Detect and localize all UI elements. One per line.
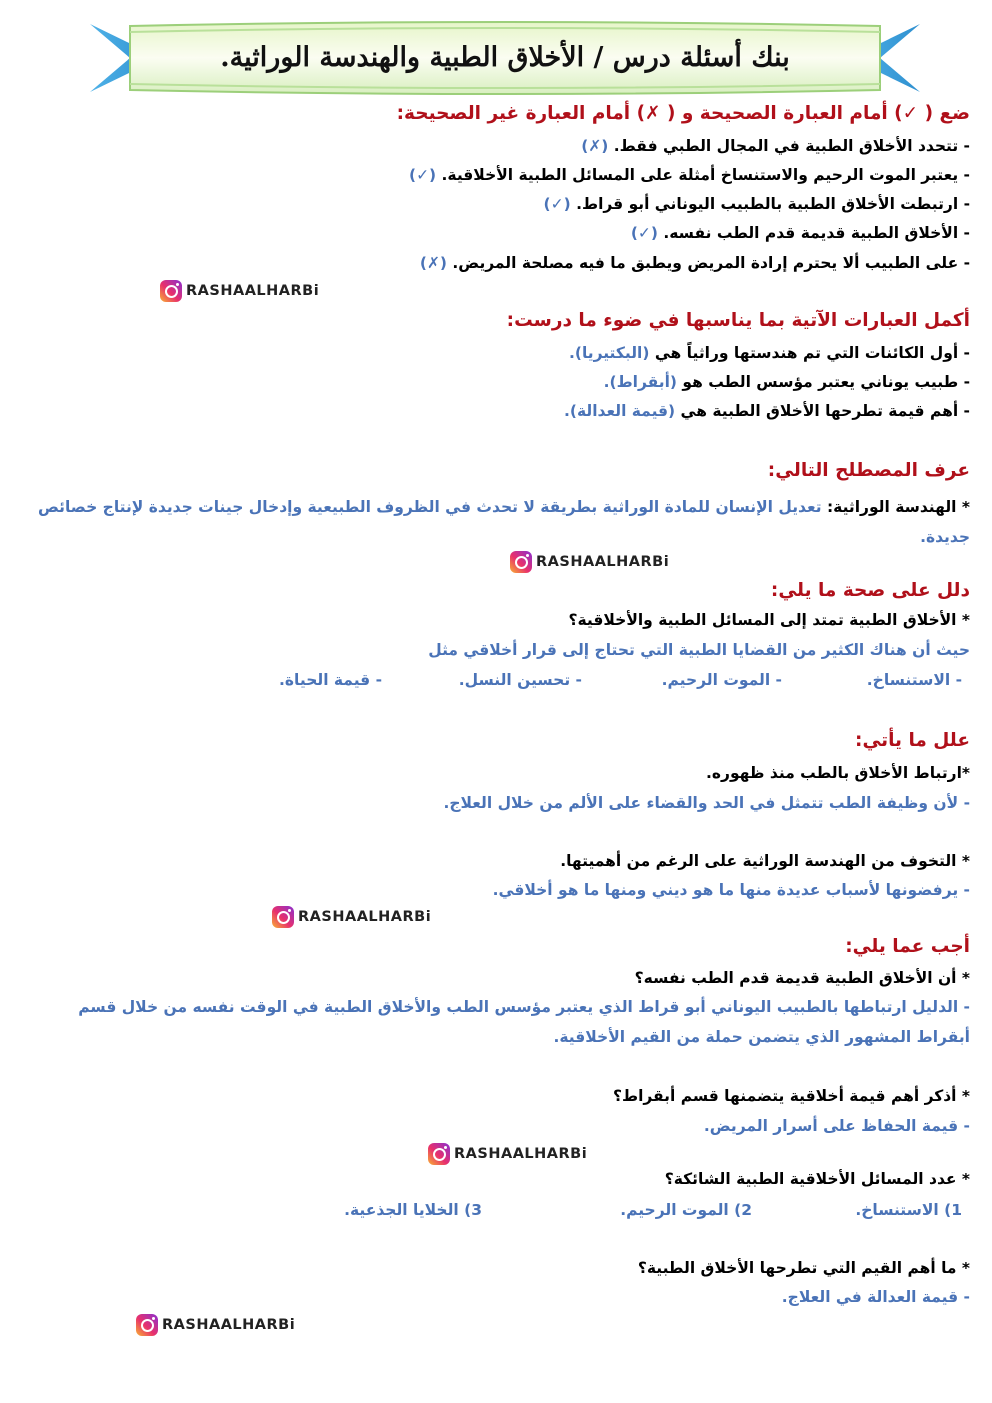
justify-answer-1: - لأن وظيفة الطب تتمثل في الحد والقضاء على الألم من خلال العلاج.	[443, 794, 970, 812]
example-item: - الاستنساخ.	[866, 671, 962, 689]
list-item: 2) الموت الرحيم.	[620, 1201, 752, 1219]
tf-item-text: - يعتبر الموت الرحيم والاستنساخ أمثلة على المسائل الطبية الأخلاقية.	[441, 166, 970, 184]
title-banner	[90, 18, 920, 96]
answer-question-4: * ما أهم القيم التي تطرحها الأخلاق الطبية؟	[637, 1259, 970, 1277]
watermark	[272, 906, 431, 928]
section-prove-heading: دلل على صحة ما يلي:	[770, 580, 970, 601]
list-item: 1) الاستنساخ.	[855, 1201, 962, 1219]
example-item: - قيمة الحياة.	[279, 671, 382, 689]
tf-item-mark: (✓)	[630, 224, 658, 242]
list-item: 3) الخلايا الجذعية.	[344, 1201, 482, 1219]
complete-item-text: - طبيب يوناني يعتبر مؤسس الطب هو	[682, 373, 970, 391]
watermark	[510, 551, 669, 573]
prove-examples-row	[232, 671, 962, 689]
tf-item-mark: (✓)	[543, 195, 571, 213]
justify-question-1: *ارتباط الأخلاق بالطب منذ ظهوره.	[706, 764, 970, 782]
tf-item-text: - ارتبطت الأخلاق الطبية بالطبيب اليوناني أبو قراط.	[576, 195, 970, 213]
complete-item-text: - أول الكائنات التي تم هندستها وراثياً هي	[654, 344, 970, 362]
example-item: - الموت الرحيم.	[661, 671, 782, 689]
prove-answer: حيث أن هناك الكثير من القضايا الطبية التي تحتاج إلى قرار أخلاقي مثل	[428, 641, 970, 659]
tf-item-text: - تتحدد الأخلاق الطبية في المجال الطبي فقط.	[613, 137, 970, 155]
term-definition: تعديل الإنسان للمادة الوراثية بطريقة لا تحدث في الظروف الطبيعية وإدخال جينات جديدة لإنتاج خصائص جديدة.	[38, 498, 970, 546]
definition-paragraph	[22, 492, 970, 552]
section-define-heading: عرف المصطلح التالي:	[767, 460, 970, 481]
complete-item-answer: (قيمة العدالة).	[564, 402, 676, 420]
complete-item-answer: (أبقراط).	[603, 373, 677, 391]
answer-list-row	[302, 1201, 962, 1219]
tf-item-3	[22, 195, 970, 213]
section-answer-heading: أجب عما يلي:	[845, 936, 970, 957]
justify-question-2: * التخوف من الهندسة الوراثية على الرغم من أهميتها.	[560, 852, 970, 870]
watermark-text: RASHAALHARBi	[162, 1317, 296, 1333]
instagram-icon	[510, 551, 532, 573]
answer-question-1: * أن الأخلاق الطبية قديمة قدم الطب نفسه؟	[634, 969, 970, 987]
answer-question-2: * أذكر أهم قيمة أخلاقية يتضمنها قسم أبقراط؟	[612, 1087, 970, 1105]
watermark-text: RASHAALHARBi	[454, 1146, 588, 1162]
page-title: بنك أسئلة درس / الأخلاق الطبية والهندسة الوراثية.	[220, 41, 790, 73]
tf-item-text: - على الطبيب ألا يحترم إرادة المريض ويطبق ما فيه مصلحة المريض.	[452, 254, 970, 272]
watermark	[160, 280, 319, 302]
instagram-icon	[428, 1143, 450, 1165]
watermark	[136, 1314, 295, 1336]
section-justify-heading: علل ما يأتي:	[855, 730, 970, 751]
complete-item-1	[22, 344, 970, 362]
tf-item-4	[22, 224, 970, 242]
instagram-icon	[136, 1314, 158, 1336]
tf-item-2	[22, 166, 970, 184]
tf-item-text: - الأخلاق الطبية قديمة قدم الطب نفسه.	[663, 224, 970, 242]
watermark-text: RASHAALHARBi	[186, 283, 320, 299]
section-true-false-heading: ضع ( ✓) أمام العبارة الصحيحة و ( ✗) أمام العبارة غير الصحيحة:	[396, 103, 970, 124]
justify-answer-2: - يرفضونها لأسباب عديدة منها ما هو ديني ومنها ما هو أخلاقي.	[492, 881, 970, 899]
answer-answer-4: - قيمة العدالة في العلاج.	[781, 1288, 970, 1306]
tf-item-5	[22, 254, 970, 272]
tf-item-1	[22, 137, 970, 155]
complete-item-3	[22, 402, 970, 420]
tf-item-mark: (✗)	[581, 137, 609, 155]
example-item: - تحسين النسل.	[458, 671, 582, 689]
complete-item-2	[22, 373, 970, 391]
instagram-icon	[160, 280, 182, 302]
answer-question-3: * عدد المسائل الأخلاقية الطبية الشائكة؟	[664, 1170, 970, 1188]
watermark-text: RASHAALHARBi	[298, 909, 432, 925]
section-complete-heading: أكمل العبارات الآتية بما يناسبها في ضوء ما درست:	[506, 310, 970, 331]
prove-question: * الأخلاق الطبية تمتد إلى المسائل الطبية والأخلاقية؟	[568, 611, 970, 629]
watermark	[428, 1143, 587, 1165]
term-label: * الهندسة الوراثية:	[826, 498, 970, 516]
tf-item-mark: (✗)	[419, 254, 448, 272]
answer-answer-1: - الدليل ارتباطها بالطبيب اليوناني أبو قراط الذي يعتبر مؤسس الطب والأخلاق الطبية في الوقت نفسه من خلال قسم أبقراط المشهور الذي يتضمن حملة من القيم الأخلاقية.	[78, 998, 970, 1046]
complete-item-text: - أهم قيمة تطرحها الأخلاق الطبية هي	[680, 402, 970, 420]
instagram-icon	[272, 906, 294, 928]
answer-answer-2: - قيمة الحفاظ على أسرار المريض.	[703, 1117, 970, 1135]
tf-item-mark: (✓)	[408, 166, 437, 184]
watermark-text: RASHAALHARBi	[536, 554, 670, 570]
complete-item-answer: (البكتيريا).	[568, 344, 650, 362]
